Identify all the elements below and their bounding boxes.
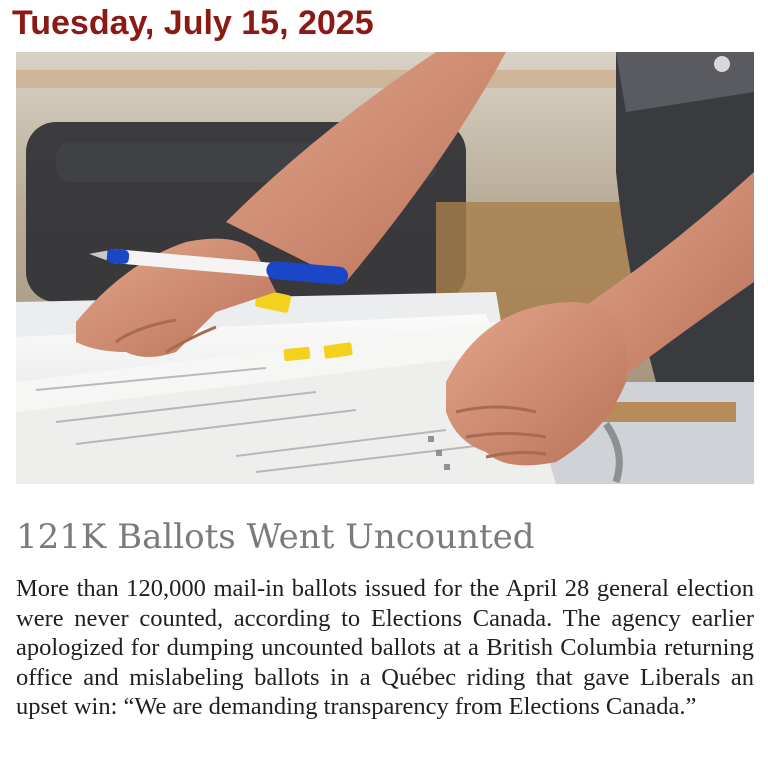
article-headline: 121K Ballots Went Uncounted [16,517,535,557]
article-body: More than 120,000 mail-in ballots issued for the April 28 general election were never counted, according to Elections Canada. The agency earlier apologized for dumping uncounted ballots at a British Columbia returning office and mislabeling ballots in a Québec riding that gave Liberals an upset win: “We are demanding transparency from Elections Canada.” [16,575,754,720]
article-photo [16,52,754,484]
ballots-photo-illustration [16,52,754,484]
date-heading: Tuesday, July 15, 2025 [12,4,374,42]
